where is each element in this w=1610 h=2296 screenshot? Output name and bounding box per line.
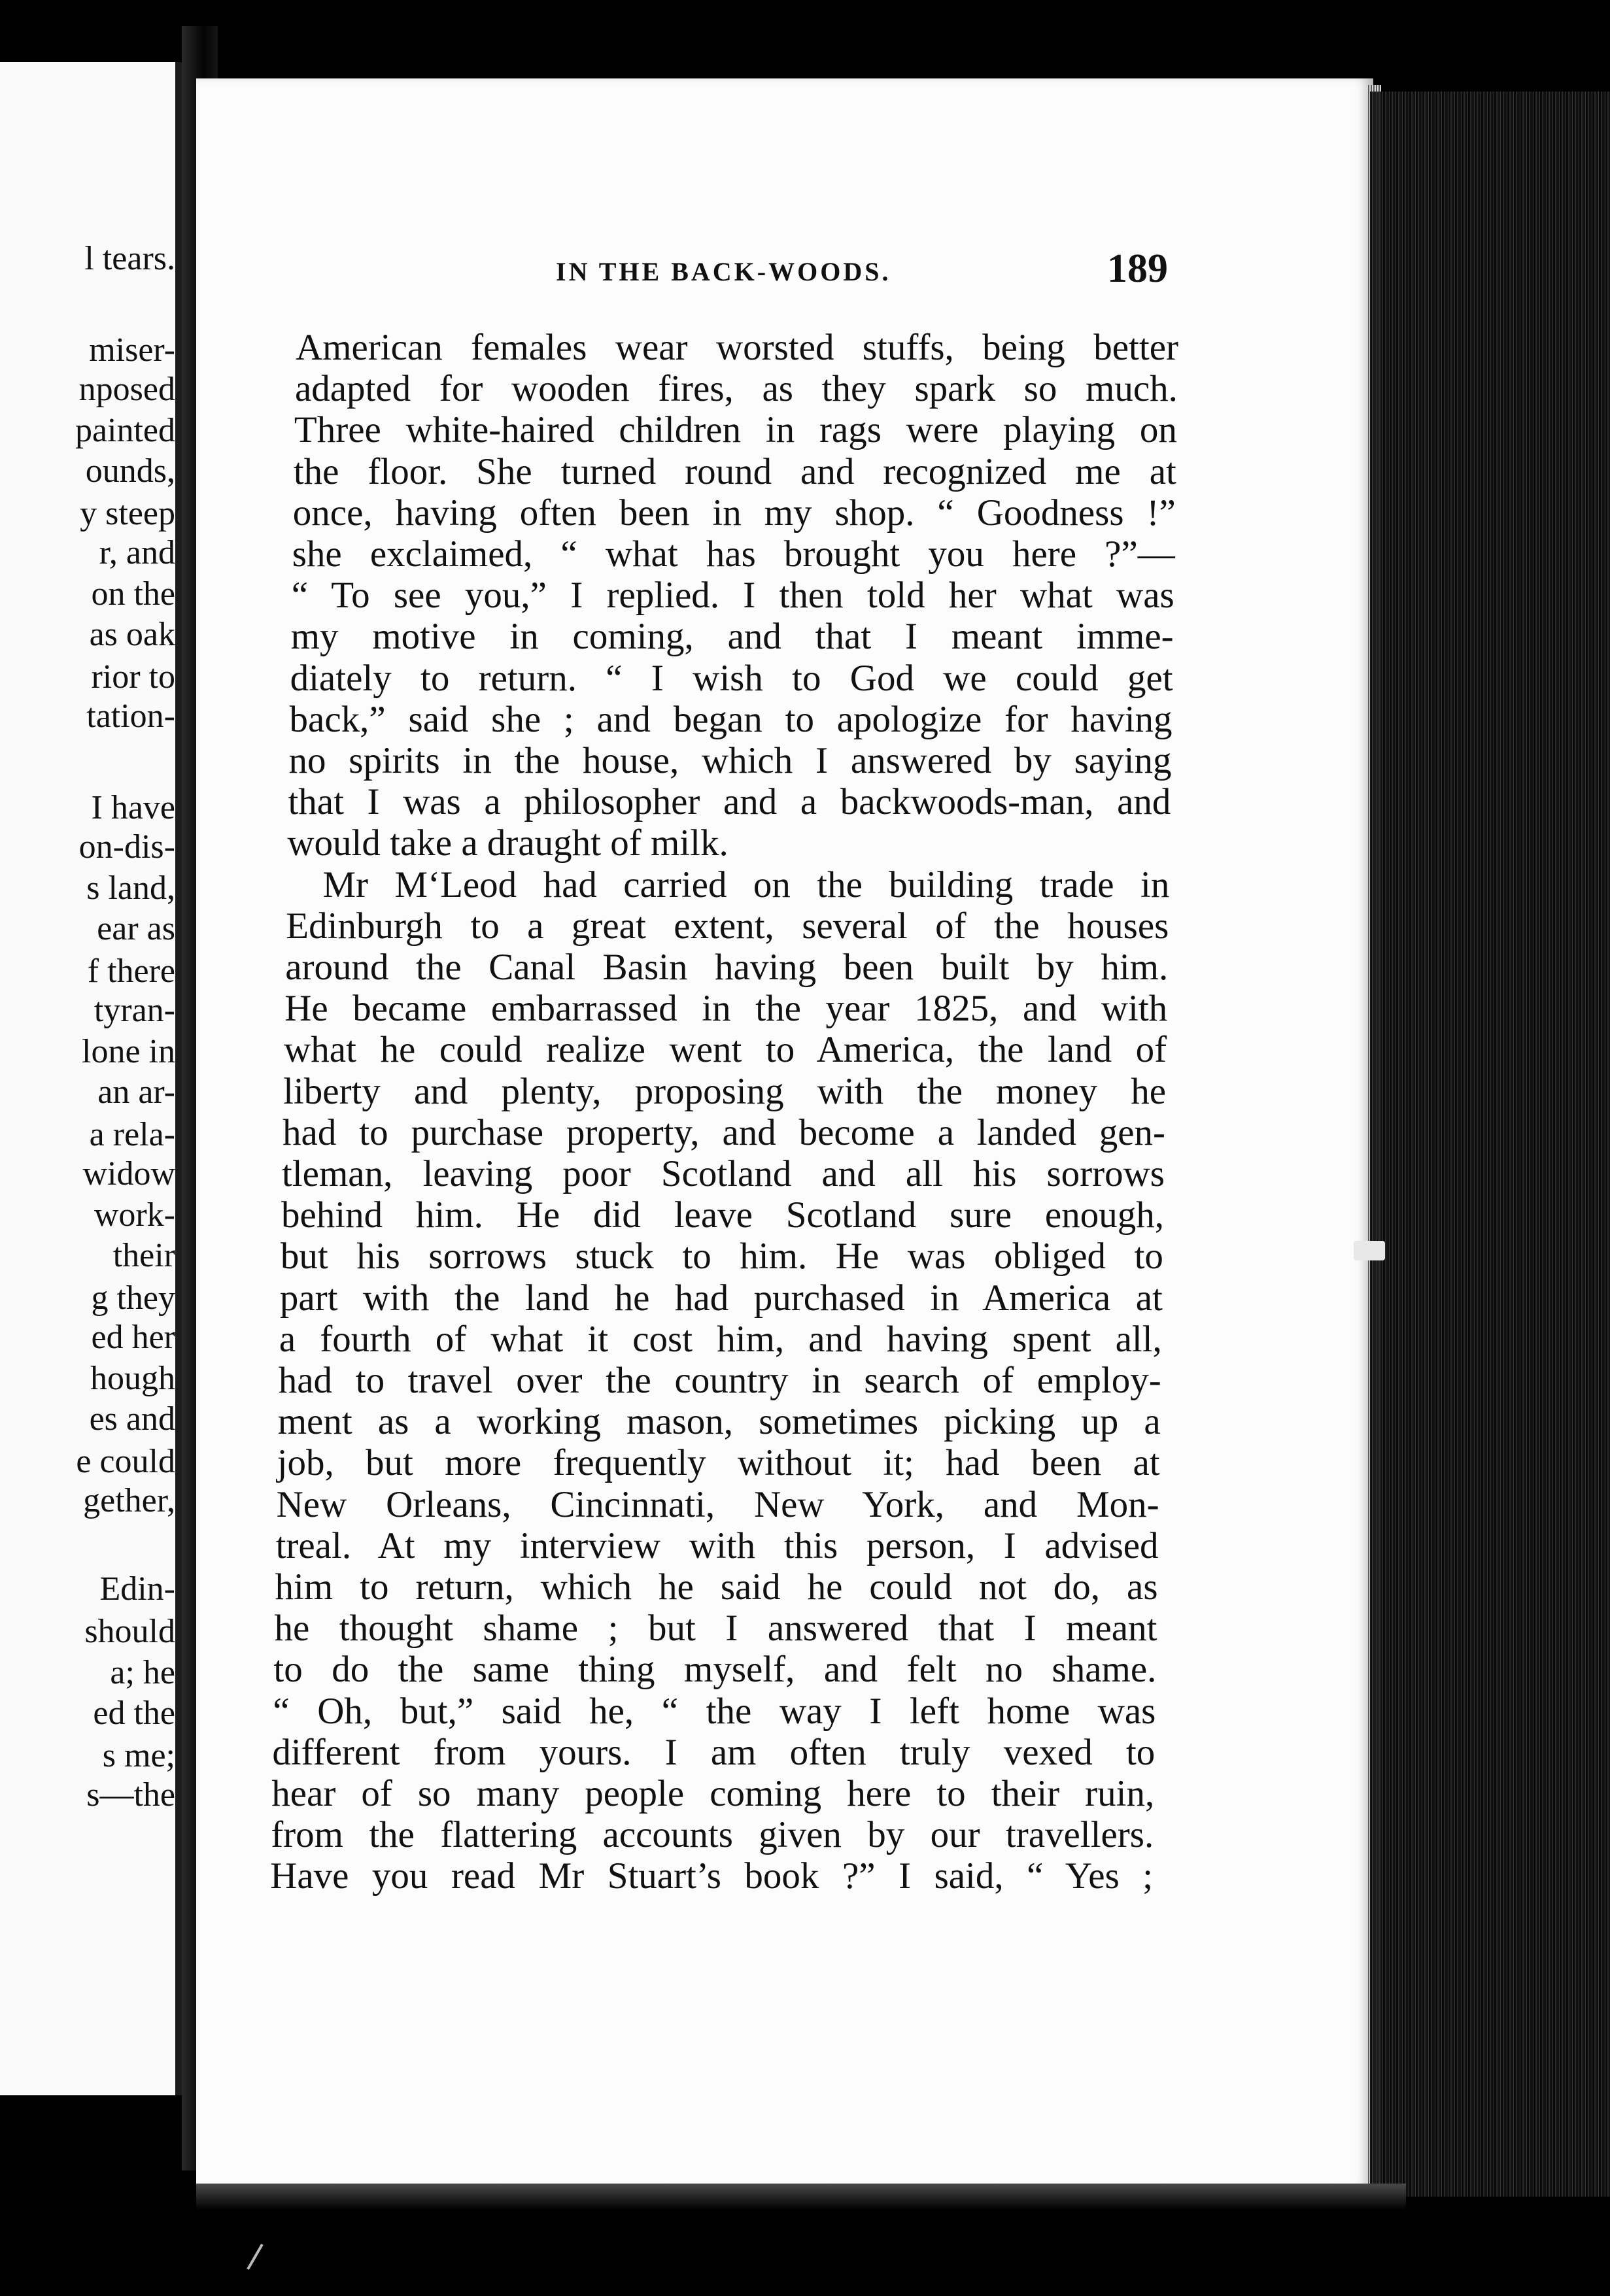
text-line: to do the same thing myself, and felt no shame. — [273, 1649, 1157, 1691]
left-page-line: rior to — [91, 658, 175, 696]
left-facing-page — [0, 62, 182, 2095]
left-page-line: ed her — [91, 1319, 175, 1356]
left-page-line: ed the — [93, 1695, 175, 1732]
text-line: Three white-haired children in rags were playing on — [294, 409, 1177, 451]
text-line: would take a draught of milk. — [287, 822, 728, 864]
text-line: Have you read Mr Stuart’s book ?” I said, “ Yes ; — [270, 1855, 1154, 1897]
left-page-line: r, and — [99, 534, 175, 571]
text-line: but his sorrows stuck to him. He was obliged to — [280, 1236, 1163, 1277]
left-page-line: miser- — [89, 331, 175, 369]
left-page-line: l tears. — [84, 240, 175, 277]
left-page-line: painted — [75, 412, 175, 449]
left-page-line: nposed — [78, 371, 175, 408]
text-line: tleman, leaving poor Scotland and all his sorrows — [282, 1153, 1165, 1194]
text-line: that I was a philosopher and a backwoods-man, and — [288, 781, 1171, 823]
book-fore-edge — [1370, 92, 1610, 2197]
left-page-line: tation- — [86, 698, 175, 735]
text-line: American females wear worsted stuffs, being better — [296, 327, 1178, 368]
text-line: from the flattering accounts given by our travellers. — [271, 1814, 1154, 1856]
text-line: my motive in coming, and that I meant imme- — [290, 616, 1174, 658]
left-page-line: hough — [90, 1360, 175, 1397]
left-page-line: should — [84, 1613, 175, 1650]
left-page-line: gether, — [83, 1482, 175, 1519]
text-line: what he could realize went to America, the land of — [284, 1029, 1167, 1071]
left-page-line: I have — [91, 789, 175, 826]
left-page-line: a rela- — [89, 1116, 175, 1153]
text-line: “ To see you,” I replied. I then told her what was — [291, 575, 1174, 616]
left-page-line: on-dis- — [78, 828, 175, 866]
text-line: a fourth of what it cost him, and having spent all, — [279, 1318, 1162, 1360]
left-page-line: work- — [94, 1196, 175, 1234]
left-page-line: lone in — [82, 1033, 175, 1070]
text-line: ment as a working mason, sometimes picking up a — [277, 1401, 1161, 1443]
text-line: around the Canal Basin having been built by him. — [285, 947, 1169, 988]
text-line: New Orleans, Cincinnati, New York, and Mon- — [276, 1483, 1159, 1525]
text-line: treal. At my interview with this person, I advised — [275, 1525, 1159, 1566]
page-tab-mark — [1354, 1241, 1385, 1260]
text-line: diately to return. “ I wish to God we could get — [290, 657, 1173, 699]
text-line: once, having often been in my shop. “ Goodness !” — [292, 492, 1176, 533]
left-page-line: s land, — [86, 869, 175, 907]
page-number: 189 — [1107, 246, 1168, 291]
left-page-line: y steep — [80, 495, 175, 532]
text-line: He became embarrassed in the year 1825, and with — [284, 988, 1168, 1030]
left-page-line: ear as — [97, 910, 175, 947]
text-line: different from yours. I am often truly vexed to — [272, 1731, 1156, 1773]
paragraph-start-line: Mr M‘Leod had carried on the building trade in — [322, 864, 1170, 905]
left-page-line: ounds, — [85, 452, 175, 490]
left-page-line: g they — [91, 1279, 175, 1317]
stray-mark — [247, 2244, 263, 2270]
text-line: adapted for wooden fires, as they spark so much. — [294, 368, 1178, 410]
left-page-line: as oak — [89, 616, 175, 653]
left-page-line: an ar- — [97, 1073, 175, 1111]
text-line: liberty and plenty, proposing with the money he — [283, 1070, 1167, 1112]
text-line: him to return, which he said he could not do, as — [275, 1566, 1158, 1608]
text-line: the floor. She turned round and recognized me at — [293, 450, 1176, 492]
left-page-line: a; he — [110, 1654, 175, 1691]
left-page-line: their — [112, 1237, 175, 1274]
running-head: IN THE BACK-WOODS. — [556, 257, 891, 286]
left-page-line: s me; — [102, 1737, 175, 1774]
text-line: had to purchase property, and become a landed gen- — [283, 1111, 1166, 1153]
left-page-line: tyran- — [94, 992, 175, 1029]
text-line: back,” said she ; and began to apologize for having — [289, 698, 1173, 740]
left-page-line: Edin- — [99, 1570, 175, 1608]
text-line: job, but more frequently without it; had been at — [277, 1442, 1160, 1484]
text-line: “ Oh, but,” said he, “ the way I left home was — [273, 1690, 1156, 1732]
text-line: no spirits in the house, which I answered by saying — [288, 740, 1172, 781]
text-line: behind him. He did leave Scotland sure enough, — [281, 1194, 1164, 1236]
left-page-line: s—the — [86, 1776, 175, 1814]
text-line: hear of so many people coming here to their ruin, — [271, 1773, 1155, 1814]
left-page-line: on the — [91, 575, 175, 613]
text-line: part with the land he had purchased in America at — [279, 1277, 1163, 1319]
text-line: Edinburgh to a great extent, several of the houses — [286, 905, 1169, 947]
text-line: she exclaimed, “ what has brought you here ?”— — [292, 533, 1175, 575]
left-page-line: widow — [82, 1155, 175, 1192]
text-line: he thought shame ; but I answered that I meant — [274, 1608, 1157, 1649]
left-page-line: e could — [76, 1443, 175, 1480]
left-page-line: f there — [87, 953, 175, 990]
left-page-line: es and — [89, 1400, 175, 1438]
text-line: had to travel over the country in search of employ- — [278, 1360, 1161, 1401]
page-bottom-shadow — [196, 2184, 1406, 2210]
